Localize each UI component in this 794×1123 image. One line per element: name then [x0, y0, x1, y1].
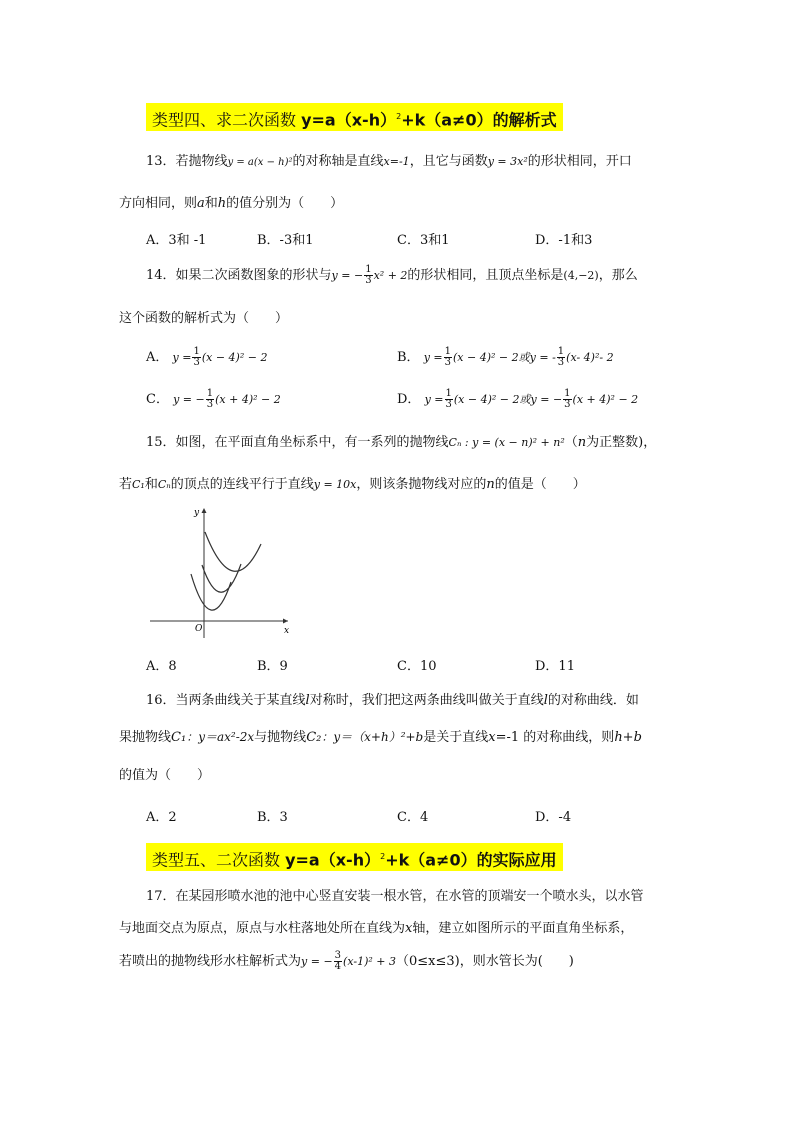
q13-text-b: 的对称轴是直线 — [292, 154, 384, 169]
q14-opt-frac-den: 3 — [444, 357, 452, 368]
y-axis-label: y — [194, 508, 200, 518]
q14-opt-frac2-den: 3 — [564, 399, 571, 410]
q14-opt-frac-num: 1 — [206, 388, 214, 399]
q17-text-b3: （0≤x≤3)，则水管长为( ) — [395, 954, 574, 969]
q14-opt-frac2 — [563, 389, 571, 410]
q17-text-a3: 若喷出的抛物线形水柱解析式为 — [119, 954, 302, 969]
x-axis-label: x — [284, 626, 290, 636]
section-heading-5 — [146, 843, 563, 871]
q13-var-a: a — [197, 196, 205, 211]
q15-line2 — [119, 473, 586, 492]
q15-option-b: B．9 — [257, 659, 288, 674]
q16-text: 16．当两条曲线关于某直线 — [146, 693, 306, 708]
q14-opt-post: (x + 4)² − 2 — [215, 393, 281, 406]
q15-text-e: 的值是（ ） — [494, 477, 586, 492]
q13-func: y = 3x² — [487, 155, 528, 168]
section-title-post: +k（a≠0）的解析式 — [401, 110, 557, 130]
q14-opt-frac-num: 1 — [444, 346, 452, 357]
q16-option-d: D．-4 — [535, 810, 572, 825]
q14-option-b — [397, 346, 614, 368]
q14-opt-label: A． — [146, 350, 169, 365]
q15-line1 — [146, 431, 656, 450]
q13-and: 和 — [204, 196, 218, 211]
q14-opt-pre: y = — [172, 351, 192, 364]
q17-x: x — [405, 921, 413, 936]
q13-text: 13．若抛物线 — [146, 154, 228, 169]
q15-cn: Cₙ — [157, 478, 171, 491]
q16-text-b: 对称时，我们把这两条曲线叫做关于直线 — [309, 693, 544, 708]
q14-formula-post: x² + 2 — [373, 269, 408, 282]
q14-opt-pre: y = − — [173, 393, 205, 406]
q16-x: x — [488, 730, 496, 745]
q14-opt-frac — [206, 389, 214, 410]
q14-option-d — [397, 388, 638, 410]
q15-c1: C₁ — [132, 478, 145, 491]
section-title-formula: y=a（x-h） — [301, 110, 397, 130]
q15-n2: n — [486, 477, 495, 492]
q16-line1 — [146, 689, 639, 708]
q13-option-d: D．-1和3 — [535, 233, 593, 248]
q16-hb: h+b — [614, 730, 642, 745]
q16-f2: ：y＝（x+h）²+b — [321, 730, 424, 744]
q13-text-d: ，且它与函数 — [409, 154, 488, 169]
q14-text-b: 的形状相同，且顶点坐标是 — [407, 268, 564, 283]
q16-c2: C₂ — [306, 730, 322, 745]
q13-formula: y = a(x − h)² — [227, 157, 293, 168]
q14-option-c — [146, 388, 281, 410]
section-heading-4 — [146, 103, 563, 131]
q14-opt-pre: y = — [424, 393, 444, 406]
q14-opt-label: D． — [397, 392, 421, 407]
q14-option-a — [146, 346, 267, 368]
section-title-pre: 类型五、二次函数 — [152, 850, 286, 870]
parabola-1 — [191, 574, 231, 610]
q14-opt-frac — [444, 347, 452, 368]
q14-opt-frac-den: 3 — [445, 399, 452, 410]
q17-frac-num: 3 — [334, 950, 342, 961]
q13-text-f: 的形状相同，开口 — [527, 154, 632, 169]
section-title-sup: 2 — [396, 112, 402, 121]
q14-line2: 这个函数的解析式为（ ） — [119, 311, 289, 326]
q17-formula-pre: y = − — [301, 955, 333, 968]
q17-line3 — [119, 950, 574, 972]
q14-opt-frac — [192, 347, 200, 368]
q13-var-h: h — [217, 196, 227, 211]
q15-he: 和 — [144, 477, 158, 492]
q15-text: 15．如图，在平面直角坐标系中，有一系列的抛物线 — [146, 435, 449, 450]
q15-text-d: ，则该条抛物线对应的 — [356, 477, 487, 492]
q13-line2 — [119, 192, 343, 211]
q13-line1 — [146, 150, 632, 169]
q16-text-c2: 是关于直线 — [423, 730, 489, 745]
q14-opt-frac2-num: 1 — [557, 346, 565, 357]
q14-opt-frac-den: 3 — [206, 399, 214, 410]
q17-text-a: 与地面交点为原点，原点与水柱落地处所在直线为 — [119, 921, 406, 936]
x-axis-arrow — [283, 619, 288, 624]
q16-l2: l — [543, 693, 548, 708]
q16-text-b2: 与抛物线 — [254, 730, 307, 745]
q17-fraction — [334, 951, 342, 972]
q14-opt-mid2: y = - — [529, 351, 556, 364]
q14-opt-pre: y = — [423, 351, 443, 364]
q16-l: l — [305, 693, 310, 708]
q17-frac-den: 4 — [334, 961, 342, 972]
q15-graph — [146, 502, 296, 644]
q13-option-b: B．-3和1 — [257, 233, 314, 248]
q15-text-c2: 的顶点的连线平行于直线 — [170, 477, 314, 492]
q14-opt-post: (x- 4)²- 2 — [566, 351, 614, 364]
q14-text: 14．如果二次函数图象的形状与 — [146, 268, 332, 283]
q14-opt-post: (x + 4)² − 2 — [572, 393, 639, 406]
q14-vertex: (4,−2) — [563, 269, 599, 282]
section-title-pre: 类型四、求二次函数 — [152, 110, 302, 130]
q14-opt-post: (x − 4)² − 2 — [201, 351, 268, 364]
y-axis-arrow — [202, 508, 207, 513]
q16-c1: C₁ — [171, 730, 187, 745]
q14-frac-den: 3 — [365, 275, 372, 286]
q17-text-b: 轴，建立如图所示的平面直角坐标系， — [412, 921, 634, 936]
q15-n: n — [577, 435, 587, 450]
q16-option-a: A．2 — [146, 810, 177, 825]
q16-line3: 的值为（ ） — [119, 768, 211, 783]
q17-line1: 17．在某园形喷水池的池中心竖直安装一根水管，在水管的顶端安一个喷水头，以水管 — [146, 889, 644, 904]
q16-option-b: B．3 — [257, 810, 288, 825]
section-title-formula: y=a（x-h） — [285, 850, 381, 870]
section-title-post: +k（a≠0）的实际应用 — [385, 850, 557, 870]
q15-line-formula: y = 10x — [313, 478, 357, 491]
q14-line1 — [146, 264, 638, 286]
q15-formula: Cₙ : y = (x − n)² + n² — [448, 436, 565, 449]
q16-text-a2: 果抛物线 — [119, 730, 172, 745]
q14-opt-frac — [445, 389, 453, 410]
parabola-2 — [202, 564, 241, 592]
q15-paren: （ — [564, 435, 578, 450]
q16-text-c: 的对称曲线．如 — [547, 693, 639, 708]
q15-option-d: D．11 — [535, 659, 575, 674]
parabola-3 — [205, 532, 261, 571]
q14-opt-frac-num: 1 — [193, 346, 200, 357]
q14-opt-frac2-den: 3 — [557, 357, 565, 368]
q14-frac-num: 1 — [365, 264, 372, 275]
q14-fraction — [364, 265, 372, 286]
q14-opt-mid: (x − 4)² − 2或 — [453, 351, 530, 364]
q15-ruo: 若 — [119, 477, 133, 492]
q15-text-c: 为正整数)， — [586, 435, 657, 450]
q14-text-c: ，那么 — [598, 268, 638, 283]
q14-opt-mid2: y = − — [530, 393, 563, 406]
q16-option-c: C．4 — [397, 810, 429, 825]
q14-opt-frac2 — [557, 347, 565, 368]
q14-opt-frac-num: 1 — [445, 388, 452, 399]
q14-formula-pre: y = − — [331, 269, 364, 282]
q13-option-a: A．3和 -1 — [146, 233, 207, 248]
q17-formula-post: (x-1)² + 3 — [343, 955, 396, 968]
q14-opt-label: B． — [397, 350, 420, 365]
q16-f1: ：y＝ax²-2x — [186, 730, 255, 744]
q13-option-c: C．3和1 — [397, 233, 450, 248]
q13-axis: x=-1 — [383, 155, 410, 168]
origin-label: O — [195, 624, 203, 634]
q14-opt-frac2-num: 1 — [564, 388, 571, 399]
q13-line2-text: 方向相同，则 — [119, 196, 198, 211]
q16-text-d2: =-1 的对称曲线，则 — [495, 730, 615, 745]
q16-line2 — [119, 726, 642, 745]
section-title-sup: 2 — [380, 852, 386, 861]
q13-line2-end: 的值分别为（ ） — [226, 196, 344, 211]
q15-option-c: C．10 — [397, 659, 437, 674]
q14-opt-label: C． — [146, 392, 169, 407]
q15-option-a: A．8 — [146, 659, 177, 674]
q14-opt-mid: (x − 4)² − 2或 — [453, 393, 531, 406]
q14-opt-frac-den: 3 — [193, 357, 200, 368]
q17-line2 — [119, 917, 633, 936]
